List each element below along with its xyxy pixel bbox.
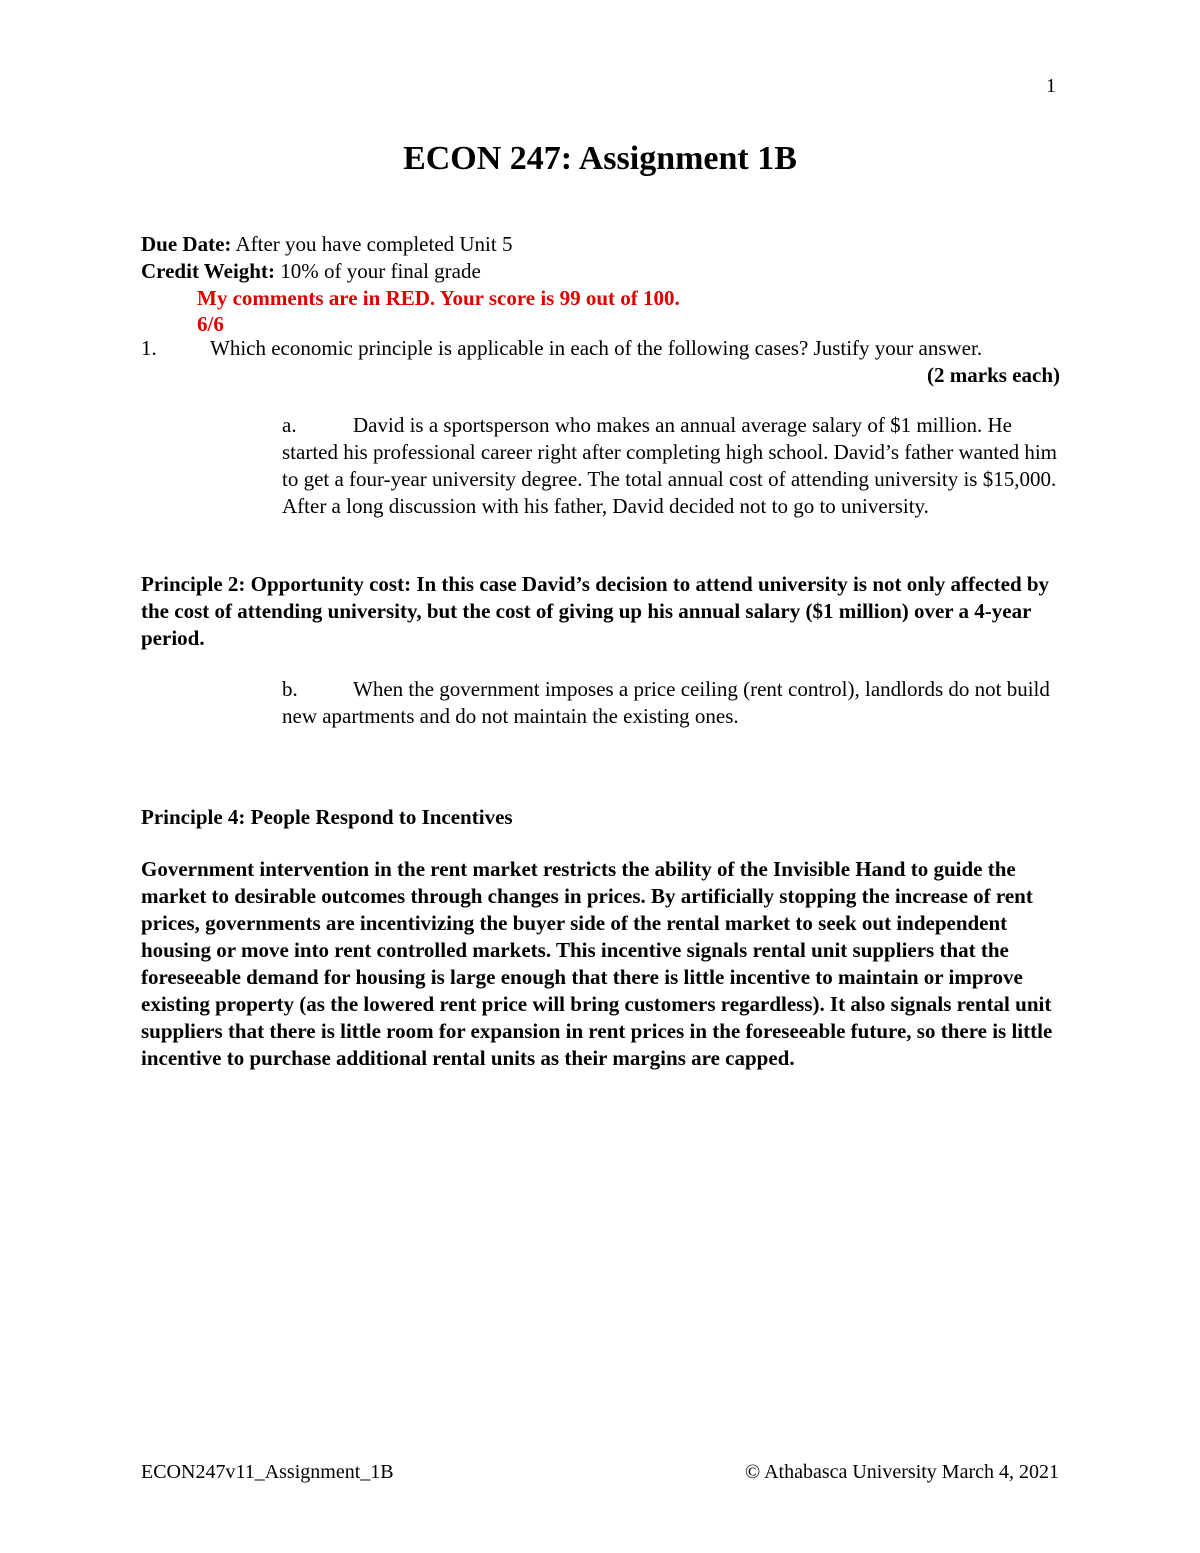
credit-weight-line: [141, 258, 481, 285]
part-a-text: David is a sportsperson who makes an annual average salary of $1 million. He started his professional career right after completing high school. David’s father wanted him to get a four-year university degree. The total annual cost of attending university is $15,000. After a long discussion with his father, David decided not to go to university.: [282, 413, 1058, 518]
due-date-line: [141, 231, 512, 258]
answer-part-a: Principle 2: Opportunity cost: In this case David’s decision to attend university is not only affected by the cost of attending university, but the cost of giving up his annual salary ($1 million) over a 4-year period.: [141, 572, 1050, 650]
footer-document-id: ECON247v11_Assignment_1B: [141, 1461, 394, 1483]
part-a-letter: a.: [282, 413, 297, 437]
footer-copyright: © Athabasca University March 4, 2021: [744, 1461, 1059, 1483]
grader-score: 6/6: [197, 312, 224, 336]
credit-weight-value: 10% of your final grade: [274, 259, 481, 283]
question-number: 1.: [141, 336, 157, 360]
part-b-text: When the government imposes a price ceiling (rent control), landlords do not build new apartments and do not maintain the existing ones.: [282, 677, 1050, 728]
credit-weight-label: Credit Weight:: [141, 259, 275, 283]
due-date-label: Due Date:: [141, 232, 232, 256]
question-marks: (2 marks each): [927, 363, 1060, 387]
part-b-letter: b.: [282, 677, 298, 701]
question-prompt: Which economic principle is applicable in each of the following cases? Justify your answer.: [210, 336, 983, 360]
page-number: 1: [1046, 75, 1056, 97]
grader-comment: My comments are in RED. Your score is 99 out of 100.: [197, 286, 680, 310]
document-title: ECON 247: Assignment 1B: [403, 140, 797, 177]
question-text: [210, 335, 1060, 387]
question-part-a: [282, 412, 1062, 520]
question-part-b: [282, 676, 1062, 730]
answer-part-b-heading: Principle 4: People Respond to Incentives: [141, 805, 513, 829]
due-date-value: After you have completed Unit 5: [231, 232, 513, 256]
answer-part-b: Government intervention in the rent market restricts the ability of the Invisible Hand to guide the market to desirable outcomes through changes in prices. By artificially stopping the increase of rent prices, governments are incentivizing the buyer side of the rental market to seek out independent housing or move into rent controlled markets. This incentive signals rental unit suppliers that the foreseeable demand for housing is large enough that there is little incentive to maintain or improve existing property (as the lowered rent price will bring customers regardless). It also signals rental unit suppliers that there is little room for expansion in rent prices in the foreseeable future, so there is little incentive to purchase additional rental units as their margins are capped.: [141, 857, 1053, 1070]
